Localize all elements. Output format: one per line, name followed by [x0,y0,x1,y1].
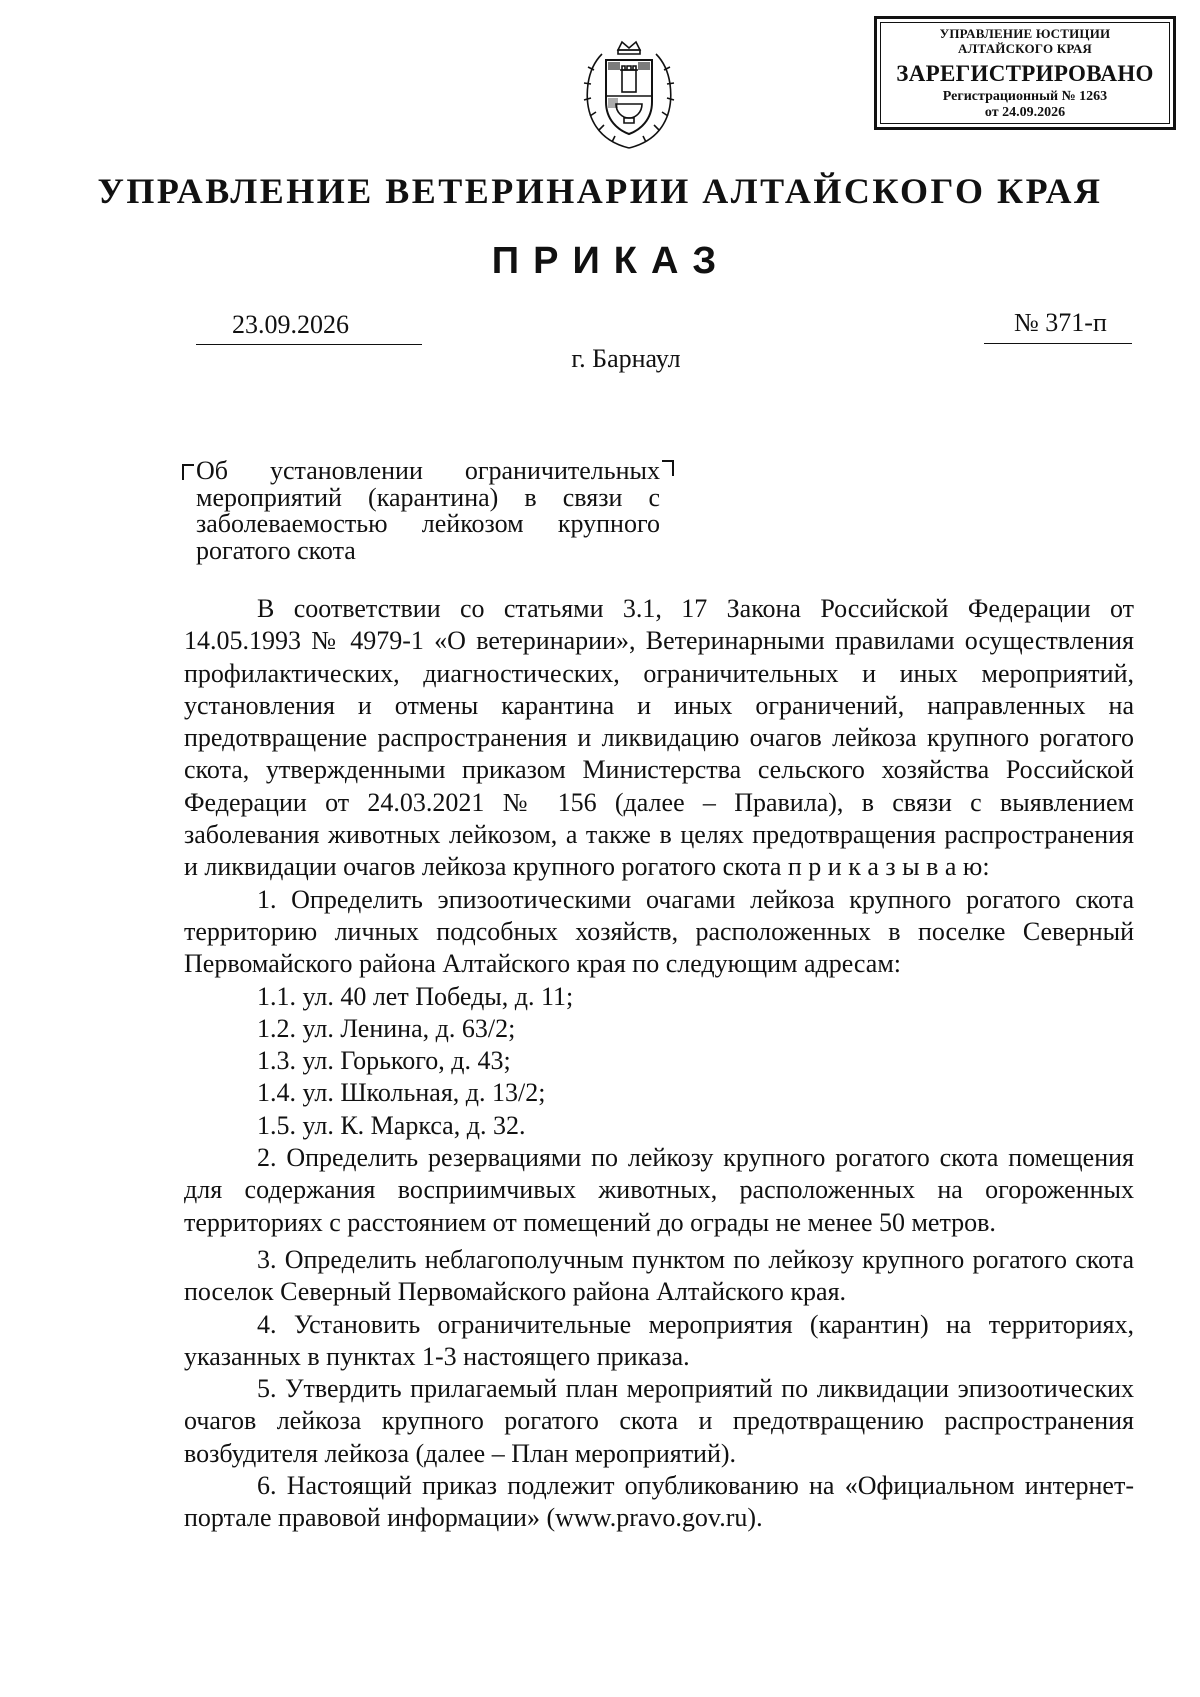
item-4: 4. Установить ограничительные мероприятия (карантин) на территориях, указанных в пунктах 1-3 настоящего приказа. [184,1309,1134,1371]
stamp-reg-date: от 24.09.2026 [984,105,1066,121]
item-6: 6. Настоящий приказ подлежит опубликованию на «Официальном интернет-портале правовой информации» (www.pravo.gov.ru). [184,1471,1134,1533]
stamp-reg-number: Регистрационный № 1263 [942,89,1108,105]
address-item: 1.1. ул. 40 лет Победы, д. 11; [257,981,574,1011]
address-item: 1.2. ул. Ленина, д. 63/2; [257,1013,516,1043]
order-keyword: п р и к а з ы в а ю: [787,852,990,882]
registration-stamp [874,16,1176,130]
document-number: № 371-п [984,308,1132,344]
item-1: 1. Определить эпизоотическими очагами лейкоза крупного рогатого скота территорию личных подсобных хозяйств, расположенных в поселке Северный Первомайского района Алтайского края по следующим адресам: [184,884,1134,979]
document-subject [196,458,660,564]
document-type: ПРИКАЗ [491,240,731,282]
bracket-right [662,460,674,476]
preamble-text: В соответствии со статьями 3.1, 17 Закона Российской Федерации от 14.05.1993 № 4979-1 «О ветеринарии», Ветеринарными правилами осуществления профилактических, диагностических, ограничительных и иных мероприятий, установления и отмены карантина и иных ограничений, направленных на предотвращение распространения и ликвидацию очагов лейкоза крупного рогатого скота, утвержденными приказом Министерства сельского хозяйства Российской Федерации от 24.03.2021 № 156 (далее – Правила), в связи с выявлением заболевания животных лейкозом, а также в целях предотвращения распространения и ликвидации очагов лейкоза крупного рогатого скота [184,594,1134,882]
coat-of-arms-icon [578,36,680,156]
document-date: 23.09.2026 [196,310,422,345]
document-body [184,593,1134,1535]
subject-text: Об установлении ограничительных мероприятий (карантина) в связи с заболеваемостью лейкозом крупного рогатого скота [196,456,660,565]
address-item: 1.3. ул. Горького, д. 43; [257,1046,511,1076]
preamble-paragraph [184,593,1134,884]
item-3: 3. Определить неблагополучным пунктом по лейкозу крупного рогатого скота поселок Северный Первомайского района Алтайского края. [184,1244,1134,1307]
organization-title: УПРАВЛЕНИЕ ВЕТЕРИНАРИИ АЛТАЙСКОГО КРАЯ [97,171,1103,211]
item-2: 2. Определить резервациями по лейкозу крупного рогатого скота помещения для содержания восприимчивых животных, расположенных на огороженных территориях с расстоянием от помещений до ограды не менее 50 метров. [184,1143,1134,1237]
stamp-authority-line1: УПРАВЛЕНИЕ ЮСТИЦИИ [939,26,1111,41]
bracket-left [182,464,194,480]
item-5: 5. Утвердить прилагаемый план мероприятий по ликвидации эпизоотических очагов лейкоза крупного рогатого скота и предотвращению распространения возбудителя лейкоза (далее – План мероприятий). [184,1374,1134,1468]
stamp-authority-line2: АЛТАЙСКОГО КРАЯ [958,40,1092,56]
document-city: г. Барнаул [571,344,681,373]
address-item: 1.5. ул. К. Маркса, д. 32. [257,1110,526,1140]
address-item: 1.4. ул. Школьная, д. 13/2; [257,1078,546,1108]
stamp-status: ЗАРЕГИСТРИРОВАНО [896,60,1154,86]
